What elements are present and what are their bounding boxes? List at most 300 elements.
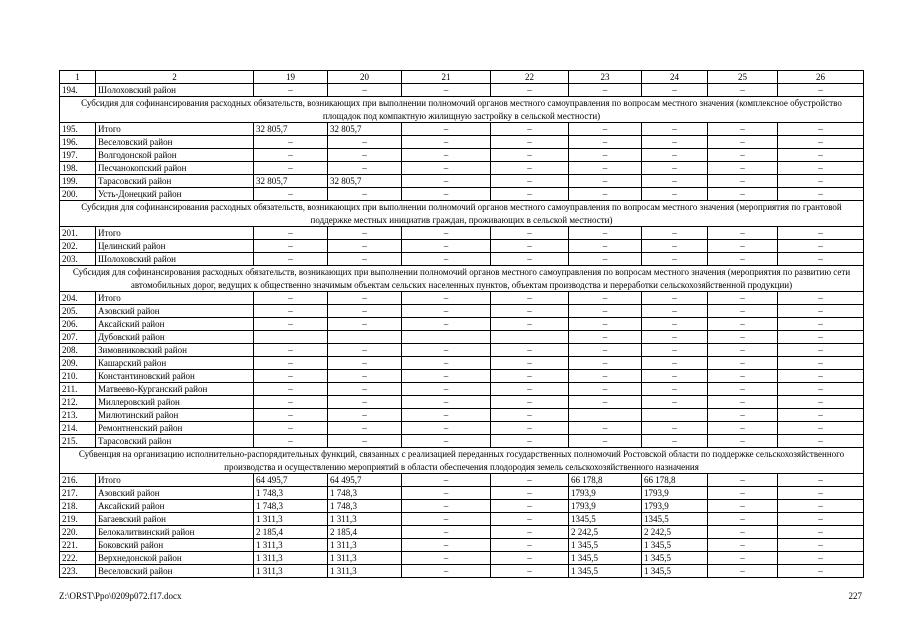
value-cell: – (778, 344, 864, 357)
value-cell: – (569, 253, 642, 266)
value-cell: – (569, 292, 642, 305)
value-cell: – (708, 331, 778, 344)
row-number: 221. (60, 539, 96, 552)
value-cell: – (402, 565, 491, 578)
value-cell: – (402, 188, 491, 201)
table-row (60, 435, 864, 448)
value-cell: – (642, 240, 708, 253)
value-cell: – (642, 162, 708, 175)
district-name: Тарасовский район (96, 175, 254, 188)
value-cell: – (402, 305, 491, 318)
district-name: Ремонтненский район (96, 422, 254, 435)
table-row (60, 227, 864, 240)
value-cell: – (328, 435, 402, 448)
column-header: 24 (642, 71, 708, 84)
table-row (60, 162, 864, 175)
value-cell: – (491, 240, 569, 253)
district-name: Итого (96, 474, 254, 487)
section-title: Субсидия для софинансирования расходных обязательств, возникающих при выполнении полномочий органов местного самоуправления по вопросам местного значения (мероприятия по развитию сети автомобильных дорог, ведущих к общественно значимым объектам сельских населенных пунктов, объектам производства и переработки сельскохозяйственной продукции) (60, 266, 864, 292)
value-cell (254, 331, 328, 344)
value-cell: – (402, 383, 491, 396)
district-name: Волгодонской район (96, 149, 254, 162)
page-number: 227 (848, 591, 862, 601)
district-name: Кашарский район (96, 357, 254, 370)
value-cell: – (402, 513, 491, 526)
table-row (60, 487, 864, 500)
value-cell: – (569, 240, 642, 253)
value-cell: – (491, 188, 569, 201)
value-cell: – (569, 370, 642, 383)
value-cell: – (254, 422, 328, 435)
value-cell: – (254, 162, 328, 175)
value-cell: – (708, 370, 778, 383)
value-cell: – (402, 474, 491, 487)
value-cell: – (642, 84, 708, 97)
value-cell: – (708, 487, 778, 500)
value-cell: – (778, 188, 864, 201)
row-number: 212. (60, 396, 96, 409)
district-name: Веселовский район (96, 136, 254, 149)
column-header: 2 (96, 71, 254, 84)
row-number: 222. (60, 552, 96, 565)
value-cell: 1 748,3 (254, 487, 328, 500)
value-cell: – (642, 383, 708, 396)
table-row (60, 240, 864, 253)
value-cell: – (708, 435, 778, 448)
value-cell: – (569, 435, 642, 448)
value-cell: – (778, 318, 864, 331)
table-row (60, 422, 864, 435)
value-cell: 1 345,5 (569, 565, 642, 578)
value-cell: – (569, 331, 642, 344)
value-cell: – (778, 500, 864, 513)
value-cell: 1 345,5 (569, 552, 642, 565)
section-title-row (60, 97, 864, 123)
district-name: Азовский район (96, 305, 254, 318)
value-cell: – (708, 162, 778, 175)
value-cell: – (328, 344, 402, 357)
value-cell: – (491, 370, 569, 383)
value-cell: – (328, 227, 402, 240)
document-path: Z:\ORST\Ppo\0209p072.f17.docx (59, 591, 182, 601)
value-cell: – (491, 487, 569, 500)
value-cell: – (402, 487, 491, 500)
row-number: 217. (60, 487, 96, 500)
column-header: 20 (328, 71, 402, 84)
table-row (60, 331, 864, 344)
table-row (60, 188, 864, 201)
column-header: 1 (60, 71, 96, 84)
row-number: 210. (60, 370, 96, 383)
value-cell: – (708, 396, 778, 409)
table-row (60, 409, 864, 422)
value-cell: – (254, 318, 328, 331)
value-cell: – (491, 422, 569, 435)
value-cell: – (402, 357, 491, 370)
row-number: 219. (60, 513, 96, 526)
value-cell: – (642, 396, 708, 409)
value-cell: – (491, 84, 569, 97)
value-cell: – (708, 513, 778, 526)
row-number: 208. (60, 344, 96, 357)
value-cell: 1 345,5 (642, 539, 708, 552)
value-cell: – (708, 409, 778, 422)
value-cell: – (778, 487, 864, 500)
value-cell: – (328, 318, 402, 331)
district-name: Итого (96, 227, 254, 240)
value-cell: – (569, 344, 642, 357)
value-cell: – (569, 123, 642, 136)
section-title: Субсидия для софинансирования расходных обязательств, возникающих при выполнении полномочий органов местного самоуправления по вопросам местного значения (комплексное обустройство площадок под компактную жилищную застройку в сельской местности) (60, 97, 864, 123)
value-cell: – (402, 396, 491, 409)
value-cell: – (642, 370, 708, 383)
section-title-row (60, 448, 864, 474)
value-cell: – (491, 162, 569, 175)
district-name: Шолоховский район (96, 253, 254, 266)
column-header: 19 (254, 71, 328, 84)
value-cell: – (491, 357, 569, 370)
value-cell: 32 805,7 (328, 123, 402, 136)
value-cell: – (491, 409, 569, 422)
value-cell: – (708, 123, 778, 136)
section-title-row (60, 266, 864, 292)
district-name: Усть-Донецкий район (96, 188, 254, 201)
value-cell: 1345,5 (642, 513, 708, 526)
row-number: 213. (60, 409, 96, 422)
row-number: 200. (60, 188, 96, 201)
row-number: 194. (60, 84, 96, 97)
value-cell: – (328, 383, 402, 396)
row-number: 218. (60, 500, 96, 513)
value-cell: – (254, 383, 328, 396)
value-cell (491, 331, 569, 344)
district-name: Миллеровский район (96, 396, 254, 409)
value-cell: – (642, 305, 708, 318)
row-number: 196. (60, 136, 96, 149)
value-cell: 2 185,4 (328, 526, 402, 539)
value-cell: – (402, 136, 491, 149)
value-cell: – (402, 84, 491, 97)
value-cell: 2 242,5 (569, 526, 642, 539)
value-cell: 64 495,7 (328, 474, 402, 487)
value-cell: 1 311,3 (328, 565, 402, 578)
value-cell: – (491, 435, 569, 448)
table-row (60, 539, 864, 552)
value-cell: – (491, 396, 569, 409)
value-cell: 1 748,3 (254, 500, 328, 513)
table-row (60, 474, 864, 487)
district-name: Дубовский район (96, 331, 254, 344)
value-cell: 1 345,5 (569, 539, 642, 552)
row-number: 211. (60, 383, 96, 396)
value-cell: – (491, 344, 569, 357)
value-cell: – (708, 539, 778, 552)
value-cell: – (778, 435, 864, 448)
value-cell: – (569, 162, 642, 175)
value-cell: – (642, 253, 708, 266)
value-cell: – (402, 552, 491, 565)
table-row (60, 318, 864, 331)
value-cell: – (254, 396, 328, 409)
value-cell: – (778, 175, 864, 188)
value-cell: 1 345,5 (642, 552, 708, 565)
district-name: Аксайский район (96, 500, 254, 513)
value-cell: 1793,9 (569, 487, 642, 500)
value-cell (642, 409, 708, 422)
value-cell: – (569, 357, 642, 370)
value-cell: – (402, 500, 491, 513)
value-cell: – (491, 175, 569, 188)
value-cell: 2 242,5 (642, 526, 708, 539)
value-cell (328, 331, 402, 344)
value-cell: 1793,9 (569, 500, 642, 513)
value-cell: – (254, 84, 328, 97)
district-name: Азовский район (96, 487, 254, 500)
table-row (60, 500, 864, 513)
value-cell: – (778, 539, 864, 552)
row-number: 223. (60, 565, 96, 578)
value-cell: 66 178,8 (569, 474, 642, 487)
value-cell: – (569, 188, 642, 201)
value-cell: – (778, 240, 864, 253)
value-cell: – (778, 383, 864, 396)
value-cell: – (402, 253, 491, 266)
value-cell: – (642, 136, 708, 149)
district-name: Итого (96, 292, 254, 305)
column-header: 22 (491, 71, 569, 84)
value-cell: – (642, 188, 708, 201)
value-cell: – (491, 305, 569, 318)
row-number: 198. (60, 162, 96, 175)
table-row (60, 396, 864, 409)
value-cell: 1 748,3 (328, 500, 402, 513)
value-cell: – (708, 253, 778, 266)
value-cell: – (328, 370, 402, 383)
value-cell: – (402, 123, 491, 136)
value-cell: – (328, 188, 402, 201)
value-cell: – (402, 318, 491, 331)
value-cell: – (491, 565, 569, 578)
district-name: Боковский район (96, 539, 254, 552)
value-cell: – (254, 344, 328, 357)
value-cell: – (778, 357, 864, 370)
value-cell: 1 311,3 (254, 565, 328, 578)
column-header: 25 (708, 71, 778, 84)
section-title: Субсидия для софинансирования расходных обязательств, возникающих при выполнении полномочий органов местного самоуправления по вопросам местного значения (мероприятия по грантовой поддержке местных инициатив граждан, проживающих в сельской местности) (60, 201, 864, 227)
value-cell: 2 185,4 (254, 526, 328, 539)
value-cell: – (569, 175, 642, 188)
value-cell: – (642, 331, 708, 344)
value-cell: – (491, 383, 569, 396)
table-row (60, 253, 864, 266)
value-cell: – (778, 396, 864, 409)
value-cell: – (491, 474, 569, 487)
value-cell: 1 748,3 (328, 487, 402, 500)
value-cell: – (708, 188, 778, 201)
district-name: Константиновский район (96, 370, 254, 383)
table-row (60, 370, 864, 383)
value-cell: – (778, 565, 864, 578)
value-cell: – (254, 188, 328, 201)
row-number: 220. (60, 526, 96, 539)
value-cell: – (491, 292, 569, 305)
table-row (60, 526, 864, 539)
row-number: 202. (60, 240, 96, 253)
value-cell: – (491, 500, 569, 513)
value-cell: – (402, 162, 491, 175)
value-cell: 32 805,7 (254, 123, 328, 136)
value-cell: – (778, 422, 864, 435)
value-cell: – (402, 370, 491, 383)
value-cell: – (778, 123, 864, 136)
value-cell: 1 311,3 (254, 539, 328, 552)
district-name: Белокалитвинский район (96, 526, 254, 539)
row-number: 195. (60, 123, 96, 136)
value-cell: – (402, 149, 491, 162)
value-cell: – (402, 422, 491, 435)
value-cell: – (402, 175, 491, 188)
value-cell: – (778, 253, 864, 266)
value-cell: – (708, 357, 778, 370)
value-cell: 66 178,8 (642, 474, 708, 487)
column-header: 21 (402, 71, 491, 84)
value-cell: – (708, 149, 778, 162)
value-cell: – (402, 344, 491, 357)
value-cell: – (491, 123, 569, 136)
row-number: 209. (60, 357, 96, 370)
value-cell (569, 409, 642, 422)
value-cell: – (708, 500, 778, 513)
value-cell: – (491, 149, 569, 162)
district-name: Веселовский район (96, 565, 254, 578)
value-cell: – (778, 292, 864, 305)
value-cell: 32 805,7 (328, 175, 402, 188)
value-cell: – (642, 175, 708, 188)
value-cell: – (778, 227, 864, 240)
value-cell: – (642, 422, 708, 435)
value-cell: – (402, 409, 491, 422)
value-cell: – (778, 409, 864, 422)
row-number: 214. (60, 422, 96, 435)
table-row (60, 344, 864, 357)
table-row (60, 552, 864, 565)
value-cell: – (642, 149, 708, 162)
column-header: 23 (569, 71, 642, 84)
value-cell: – (491, 227, 569, 240)
section-title-row (60, 201, 864, 227)
value-cell: – (569, 227, 642, 240)
value-cell: 1 345,5 (642, 565, 708, 578)
value-cell: – (642, 292, 708, 305)
value-cell: – (402, 526, 491, 539)
district-name: Тарасовский район (96, 435, 254, 448)
value-cell: 1 311,3 (254, 552, 328, 565)
value-cell: – (778, 552, 864, 565)
value-cell: – (778, 305, 864, 318)
value-cell: – (254, 305, 328, 318)
table-row (60, 84, 864, 97)
table-header-row (60, 71, 864, 84)
value-cell: – (708, 84, 778, 97)
value-cell: – (254, 357, 328, 370)
value-cell: – (708, 565, 778, 578)
value-cell: – (778, 526, 864, 539)
district-name: Багаевский район (96, 513, 254, 526)
value-cell: – (708, 305, 778, 318)
value-cell: – (254, 370, 328, 383)
value-cell: – (642, 344, 708, 357)
table-row (60, 565, 864, 578)
district-name: Итого (96, 123, 254, 136)
value-cell: – (708, 344, 778, 357)
value-cell: – (402, 227, 491, 240)
table-row (60, 149, 864, 162)
table-row (60, 357, 864, 370)
value-cell: 1345,5 (569, 513, 642, 526)
value-cell: – (642, 357, 708, 370)
value-cell: – (328, 136, 402, 149)
row-number: 201. (60, 227, 96, 240)
value-cell: 1793,9 (642, 487, 708, 500)
value-cell: – (708, 136, 778, 149)
value-cell: – (254, 227, 328, 240)
value-cell: – (778, 474, 864, 487)
value-cell: – (328, 409, 402, 422)
row-number: 215. (60, 435, 96, 448)
value-cell: – (254, 149, 328, 162)
row-number: 199. (60, 175, 96, 188)
value-cell: – (569, 84, 642, 97)
column-header: 26 (778, 71, 864, 84)
value-cell: 64 495,7 (254, 474, 328, 487)
value-cell: – (642, 123, 708, 136)
value-cell: – (569, 318, 642, 331)
value-cell: – (708, 474, 778, 487)
section-title: Субвенция на организацию исполнительно-распорядительных функций, связанных с реализацией переданных государственных полномочий Ростовской области по поддержке сельскохозяйственного производства и осуществлению мероприятий в области обеспечения плодородия земель сельскохозяйственного назначения (60, 448, 864, 474)
value-cell: 1 311,3 (254, 513, 328, 526)
value-cell: – (254, 435, 328, 448)
value-cell: – (491, 552, 569, 565)
value-cell: – (491, 253, 569, 266)
value-cell: – (254, 409, 328, 422)
value-cell: – (778, 136, 864, 149)
value-cell: – (491, 513, 569, 526)
value-cell: – (708, 318, 778, 331)
value-cell: – (708, 240, 778, 253)
row-number: 207. (60, 331, 96, 344)
value-cell: – (254, 253, 328, 266)
value-cell: 1 311,3 (328, 539, 402, 552)
value-cell: 1 311,3 (328, 552, 402, 565)
value-cell: – (778, 84, 864, 97)
value-cell: – (402, 240, 491, 253)
value-cell: – (254, 240, 328, 253)
district-name: Аксайский район (96, 318, 254, 331)
table-row (60, 513, 864, 526)
table-row (60, 292, 864, 305)
row-number: 204. (60, 292, 96, 305)
value-cell: – (328, 149, 402, 162)
value-cell: – (569, 383, 642, 396)
district-name: Милютинский район (96, 409, 254, 422)
value-cell: – (402, 435, 491, 448)
value-cell: – (402, 292, 491, 305)
value-cell: 1793,9 (642, 500, 708, 513)
row-number: 216. (60, 474, 96, 487)
value-cell: – (328, 253, 402, 266)
district-name: Зимовниковский район (96, 344, 254, 357)
value-cell: – (708, 422, 778, 435)
